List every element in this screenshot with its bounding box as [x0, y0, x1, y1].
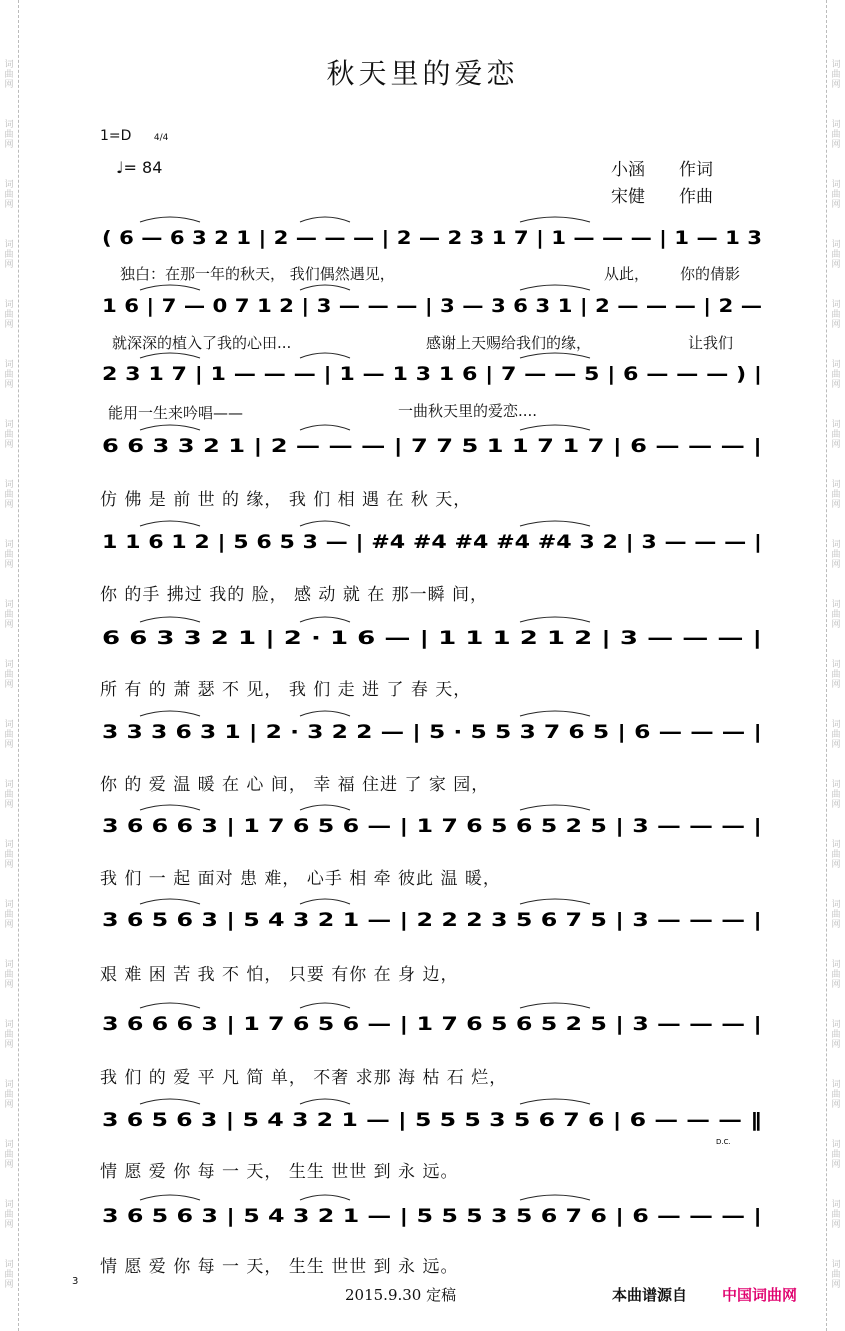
watermark-text: 词 曲 网: [831, 600, 841, 630]
slur-mark: [520, 285, 590, 290]
slur-mark: [140, 805, 200, 810]
watermark-text: 词 曲 网: [831, 120, 841, 150]
time-signature: 4/4: [153, 133, 169, 143]
watermark-text: 词 曲 网: [4, 1140, 14, 1170]
watermark-text: 词 曲 网: [831, 540, 841, 570]
slur-mark: [520, 711, 590, 716]
notation-text: 3 6 5 6 3 | 5 4 3 2 1 — | 2 2 2 3 5 6 7 5 | 3 — — — |: [102, 909, 762, 931]
footer-source: 本曲谱源自: [612, 1286, 688, 1304]
watermark-text: 词 曲 网: [831, 1020, 841, 1050]
lyric-line: 艰 难 困 苦 我 不 怕， 只要 有你 在 身 边，: [100, 965, 459, 985]
lyric-line: 你 的 爱 温 暖 在 心 间， 幸 福 住进 了 家 园，: [100, 775, 490, 795]
slur-mark: [140, 711, 200, 716]
watermark-text: 词 曲 网: [4, 360, 14, 390]
watermark-text: 词 曲 网: [4, 420, 14, 450]
watermark-text: 词 曲 网: [4, 1260, 14, 1290]
slur-mark: [520, 805, 590, 810]
watermark-text: 词 曲 网: [831, 180, 841, 210]
slur-mark: [520, 353, 590, 358]
notation-text: 3 3 3 6 3 1 | 2 · 3 2 2 — | 5 · 5 5 3 7 6 5 | 6 — — — |: [102, 721, 762, 743]
lyricist-role: 作词: [679, 160, 713, 180]
watermark-text: 词 曲 网: [831, 360, 841, 390]
key-label: 1=D: [100, 128, 132, 144]
composer-name: 宋健: [611, 187, 645, 207]
watermark-text: 词 曲 网: [831, 840, 841, 870]
watermark-text: 词 曲 网: [831, 420, 841, 450]
slur-mark: [520, 617, 590, 622]
lyricist-name: 小涵: [611, 160, 645, 180]
lyric-line: 我 们 一 起 面对 患 难， 心手 相 牵 彼此 温 暖，: [100, 869, 501, 889]
watermark-text: 词 曲 网: [4, 1020, 14, 1050]
notation-row-11: [0, 1094, 845, 1144]
notation-row-2: [0, 280, 845, 330]
slur-mark: [140, 1195, 200, 1200]
notation-text: 6 6 3 3 2 1 | 2 — — — | 7 7 5 1 1 7 1 7 | 6 — — — |: [102, 435, 762, 457]
notation-text: 6 6 3 3 2 1 | 2 · 1 6 — | 1 1 1 2 1 2 | 3 — — — |: [102, 627, 762, 649]
slur-mark: [140, 1003, 200, 1008]
slur-mark: [140, 899, 200, 904]
lyric-line: 情 愿 爱 你 每 一 天， 生生 世世 到 永 远。: [100, 1257, 459, 1277]
watermark-text: 词 曲 网: [4, 60, 14, 90]
song-title: 秋天里的爱恋: [326, 57, 519, 90]
slur-mark: [520, 1099, 590, 1104]
slur-mark: [300, 217, 350, 222]
slur-mark: [300, 899, 350, 904]
notation-row-4: [0, 420, 845, 470]
slur-mark: [140, 353, 200, 358]
watermark-text: 词 曲 网: [831, 1260, 841, 1290]
watermark-text: 词 曲 网: [4, 660, 14, 690]
slur-mark: [140, 617, 200, 622]
slur-mark: [300, 1195, 350, 1200]
watermark-text: 词 曲 网: [4, 240, 14, 270]
notation-row-5: [0, 516, 845, 566]
watermark-text: 词 曲 网: [831, 240, 841, 270]
notation-row-7: [0, 706, 845, 756]
slur-mark: [140, 425, 200, 430]
watermark-text: 词 曲 网: [831, 60, 841, 90]
watermark-text: 词 曲 网: [831, 300, 841, 330]
watermark-text: 词 曲 网: [4, 600, 14, 630]
notation-text: 3 6 6 6 3 | 1 7 6 5 6 — | 1 7 6 5 6 5 2 5 | 3 — — — |: [102, 1013, 762, 1035]
slur-mark: [300, 353, 350, 358]
notation-row-8: [0, 800, 845, 850]
watermark-text: 词 曲 网: [831, 720, 841, 750]
page-number: 3: [72, 1276, 79, 1287]
watermark-text: 词 曲 网: [4, 300, 14, 330]
slur-mark: [300, 711, 350, 716]
footer-date: 2015.9.30 定稿: [345, 1286, 457, 1304]
slur-mark: [140, 217, 200, 222]
notation-text: ( 6 — 6 3 2 1 | 2 — — — | 2 — 2 3 1 7 | 1 — — — | 1 — 1 3: [102, 227, 762, 249]
watermark-text: 词 曲 网: [4, 900, 14, 930]
slur-mark: [300, 1099, 350, 1104]
slur-mark: [520, 217, 590, 222]
watermark-text: 词 曲 网: [4, 720, 14, 750]
notation-row-1: [0, 212, 845, 262]
narration-line: 能用一生来吟唱——: [108, 404, 244, 422]
notation-text: 3 6 5 6 3 | 5 4 3 2 1 — | 5 5 5 3 5 6 7 6 | 6 — — — ‖: [102, 1109, 762, 1131]
notation-row-6: [0, 612, 845, 662]
lyric-line: 我 们 的 爱 平 凡 简 单， 不奢 求那 海 枯 石 烂，: [100, 1068, 508, 1088]
lyric-line: 仿 佛 是 前 世 的 缘， 我 们 相 遇 在 秋 天，: [100, 490, 472, 510]
composer-role: 作曲: [679, 187, 713, 207]
narration-line: 一曲秋天里的爱恋....: [398, 402, 538, 420]
narration-line: 从此，: [604, 265, 650, 283]
watermark-text: 词 曲 网: [831, 780, 841, 810]
watermark-text: 词 曲 网: [4, 960, 14, 990]
slur-mark: [300, 521, 350, 526]
notation-text: 3 6 5 6 3 | 5 4 3 2 1 — | 5 5 5 3 5 6 7 6 | 6 — — — |: [102, 1205, 762, 1227]
slur-mark: [300, 617, 350, 622]
watermark-text: 词 曲 网: [4, 780, 14, 810]
slur-mark: [140, 521, 200, 526]
slur-mark: [300, 425, 350, 430]
notation-row-3: [0, 348, 845, 398]
watermark-text: 词 曲 网: [4, 540, 14, 570]
watermark-text: 词 曲 网: [4, 1080, 14, 1110]
watermark-text: 词 曲 网: [831, 1140, 841, 1170]
slur-mark: [300, 285, 350, 290]
narration-line: 感谢上天赐给我们的缘，: [426, 334, 592, 352]
watermark-text: 词 曲 网: [831, 900, 841, 930]
slur-mark: [520, 899, 590, 904]
lyric-line: 你 的手 拂过 我的 脸， 感 动 就 在 那一瞬 间，: [100, 585, 489, 605]
slur-mark: [300, 805, 350, 810]
notation-row-12: [0, 1190, 845, 1240]
notation-row-10: [0, 998, 845, 1048]
footer-brand-link[interactable]: 中国词曲网: [722, 1286, 798, 1304]
watermark-text: 词 曲 网: [831, 660, 841, 690]
watermark-text: 词 曲 网: [831, 480, 841, 510]
tempo-marking: ♩= 84: [116, 158, 163, 177]
narration-line: 独白：在那一年的秋天， 我们偶然遇见，: [120, 265, 395, 283]
notation-text: 3 6 6 6 3 | 1 7 6 5 6 — | 1 7 6 5 6 5 2 5 | 3 — — — |: [102, 815, 762, 837]
watermark-text: 词 曲 网: [4, 180, 14, 210]
watermark-text: 词 曲 网: [4, 120, 14, 150]
notation-row-9: [0, 894, 845, 944]
slur-mark: [520, 1003, 590, 1008]
lyric-line: 所 有 的 萧 瑟 不 见， 我 们 走 进 了 春 天，: [100, 680, 472, 700]
slur-mark: [520, 521, 590, 526]
lyricist-credit: [611, 155, 747, 180]
notation-text: 2 3 1 7 | 1 — — — | 1 — 1 3 1 6 | 7 — — 5 | 6 — — — ) |: [102, 363, 762, 385]
slur-mark: [140, 1099, 200, 1104]
slur-mark: [520, 1195, 590, 1200]
notation-text: 1 6 | 7 — 0 7 1 2 | 3 — — — | 3 — 3 6 3 1 | 2 — — — | 2 —: [102, 295, 762, 317]
narration-line: 你的倩影: [680, 265, 741, 283]
watermark-text: 词 曲 网: [4, 1200, 14, 1230]
watermark-text: 词 曲 网: [831, 1200, 841, 1230]
notation-text: 1 1 6 1 2 | 5 6 5 3 — | #4 #4 #4 #4 #4 3 2 | 3 — — — |: [102, 531, 762, 553]
narration-line: 就深深的植入了我的心田...: [112, 334, 292, 352]
slur-mark: [300, 1003, 350, 1008]
watermark-text: 词 曲 网: [4, 840, 14, 870]
composer-credit: [611, 182, 747, 207]
slur-mark: [520, 425, 590, 430]
narration-line: 让我们: [688, 334, 734, 352]
da-capo-mark: D.C.: [716, 1138, 731, 1144]
watermark-text: 词 曲 网: [831, 960, 841, 990]
slur-mark: [140, 285, 200, 290]
watermark-text: 词 曲 网: [831, 1080, 841, 1110]
lyric-line: 情 愿 爱 你 每 一 天， 生生 世世 到 永 远。: [100, 1162, 459, 1182]
key-signature: [100, 128, 168, 144]
watermark-text: 词 曲 网: [4, 480, 14, 510]
